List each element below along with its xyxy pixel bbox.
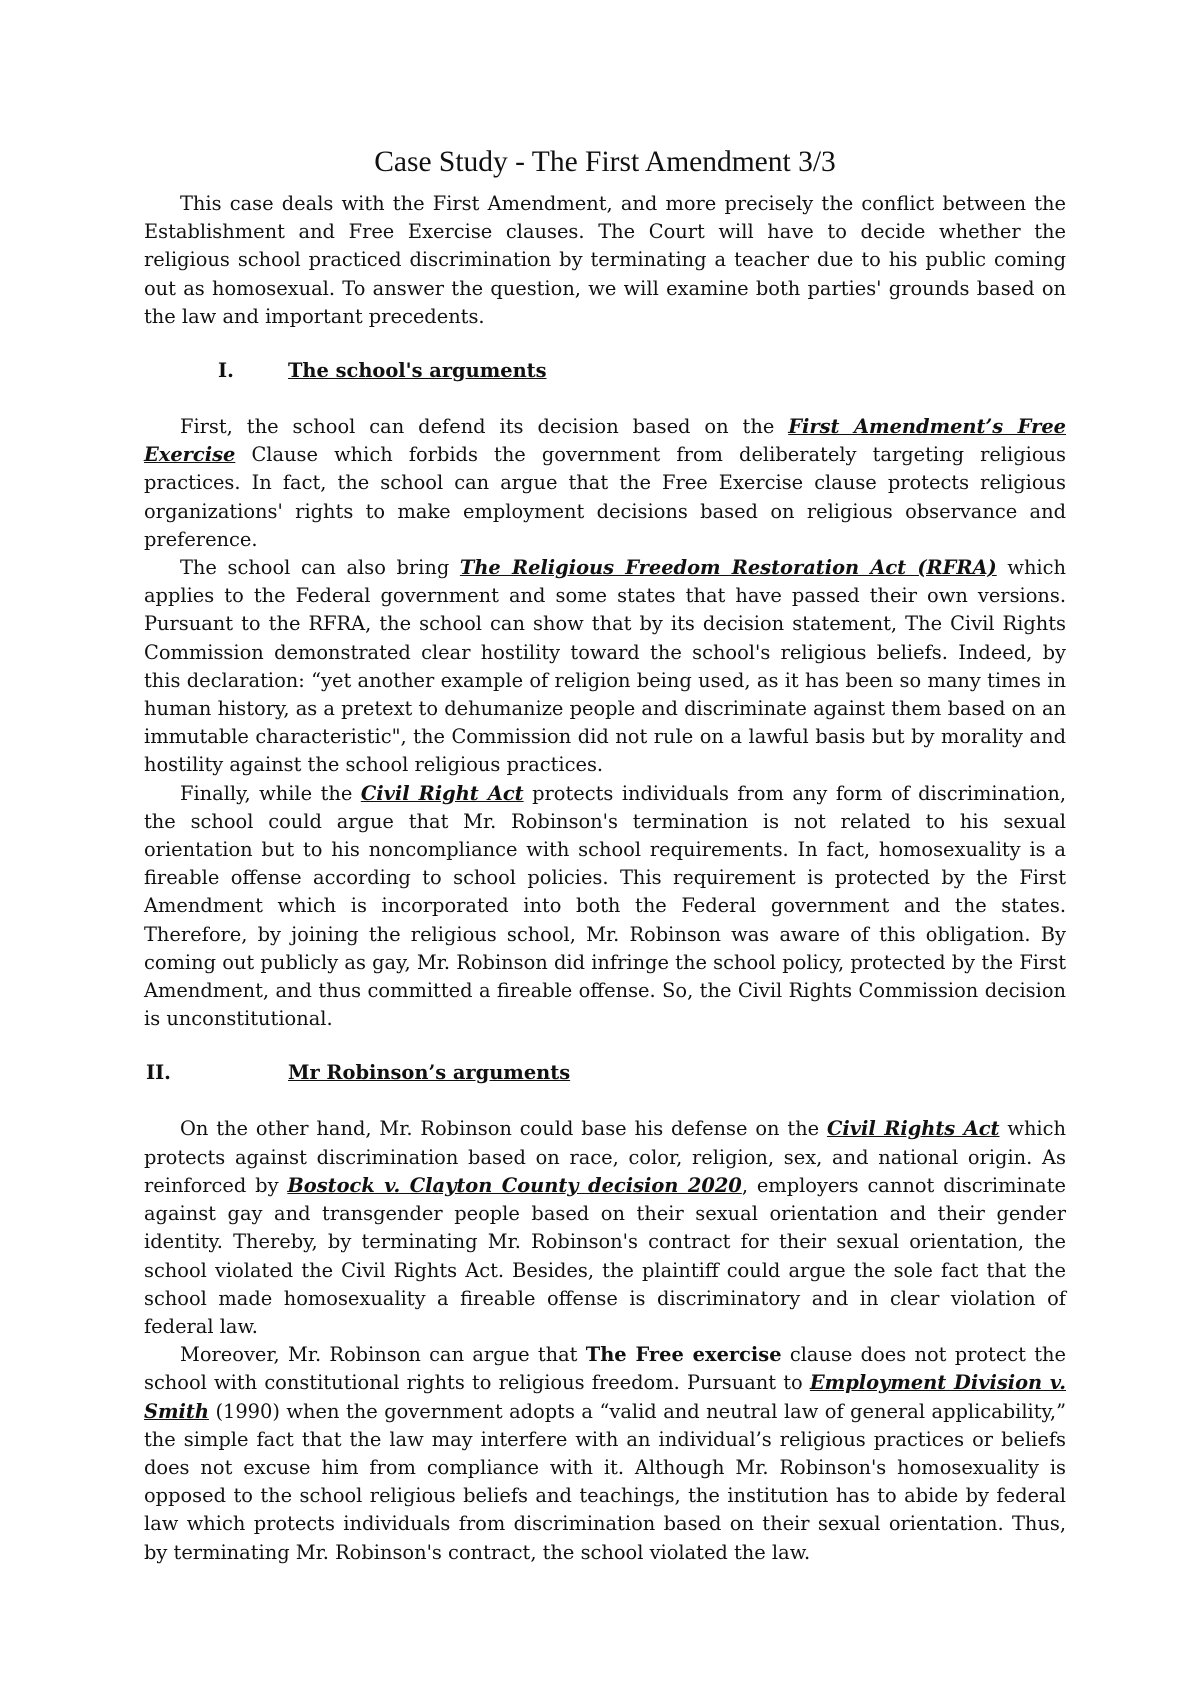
text-run: , employers cannot discriminate against gay and transgender people based on their sexual orientation and their gender identity. Thereby, by terminating Mr. Robinson's contract for their sexual orientation, the school violated the Civil Rights Act. Besides, the plaintiff could argue the sole fact that the school made homosexuality a fireable offense is discriminatory and in clear violation of federal law. xyxy=(144,1173,1067,1338)
text-run: Clause which forbids the government from deliberately targeting religious practices. In fact, the school can argue that the Free Exercise clause protects religious organizations' rights to make employment decisions based on religious observance and preference. xyxy=(144,443,1066,551)
section-number: II. xyxy=(146,1061,171,1085)
paragraph-free-exercise xyxy=(144,413,1066,554)
section-heading-robinsons-arguments xyxy=(144,1059,1066,1087)
text-run: clause does not protect the school with constitutional rights to religious freedom. Pursuant to xyxy=(144,1343,1067,1395)
section-number: I. xyxy=(218,359,234,383)
emphasis-term: The Religious Freedom Restoration Act (RFRA) xyxy=(459,556,997,580)
text-run: (1990) when the government adopts a “valid and neutral law of general applicability,” the simple fact that the law may interfere with an individual’s religious practices or beliefs does not excuse him from compliance with it. Although Mr. Robinson's homosexuality is opposed to the school religious beliefs and teachings, the institution has to abide by federal law which protects individuals from discrimination based on their sexual orientation. Thus, by terminating Mr. Robinson's contract, the school violated the law. xyxy=(144,1399,1066,1564)
section-heading-label: The school's arguments xyxy=(288,359,547,383)
paragraph-civil-rights-act xyxy=(144,1115,1066,1341)
document-body xyxy=(144,144,1066,1567)
emphasis-term: Civil Right Act xyxy=(360,781,524,805)
paragraph-rfra xyxy=(144,554,1066,780)
text-run: Finally, while the xyxy=(180,781,361,805)
section-heading-label: Mr Robinson’s arguments xyxy=(288,1061,571,1085)
text-run: First, the school can defend its decision based on the xyxy=(180,415,789,439)
section-heading-schools-arguments xyxy=(144,357,1066,385)
text-run: which applies to the Federal government and some states that have passed their own versions. Pursuant to the RFRA, the school can show that by its decision statement, The Civil Rights Commission demonstrated clear hostility toward the school's religious beliefs. Indeed, by this declaration: “yet another example of religion being used, as it has been so many times in human history, as a pretext to dehumanize people and discriminate against them based on an immutable characteristic", the Commission did not rule on a lawful basis but by morality and hostility against the school religious practices. xyxy=(144,556,1066,777)
text-run: The school can also bring xyxy=(180,556,460,580)
text-run: Moreover, Mr. Robinson can argue that xyxy=(180,1343,586,1367)
emphasis-term: Bostock v. Clayton County decision 2020 xyxy=(287,1173,742,1197)
intro-paragraph: This case deals with the First Amendment, and more precisely the conflict between the Establishment and Free Exercise clauses. The Court will have to decide whether the religious school practiced discrimination by terminating a teacher due to his public coming out as homosexual. To answer the question, we will examine both parties' grounds based on the law and important precedents. xyxy=(144,192,1066,328)
paragraph-civil-right-act xyxy=(144,780,1066,1034)
emphasis-term: Civil Rights Act xyxy=(826,1117,1000,1141)
text-run: which protects against discrimination based on race, color, religion, sex, and national origin. As reinforced by xyxy=(144,1117,1066,1197)
emphasis-term: Employment Division v. Smith xyxy=(144,1371,1066,1423)
text-run: On the other hand, Mr. Robinson could base his defense on the xyxy=(180,1117,827,1141)
emphasis-term: First Amendment’s Free Exercise xyxy=(144,415,1066,467)
paragraph-employment-division xyxy=(144,1341,1066,1567)
bold-term: The Free exercise xyxy=(585,1343,782,1367)
page-title: Case Study - The First Amendment 3/3 xyxy=(374,146,836,178)
text-run: protects individuals from any form of discrimination, the school could argue that Mr. Robinson's termination is not related to his sexual orientation but to his noncompliance with school requirements. In fact, homosexuality is a fireable offense according to school policies. This requirement is protected by the First Amendment which is incorporated into both the Federal government and the states. Therefore, by joining the religious school, Mr. Robinson was aware of this obligation. By coming out publicly as gay, Mr. Robinson did infringe the school policy, protected by the First Amendment, and thus committed a fireable offense. So, the Civil Rights Commission decision is unconstitutional. xyxy=(144,781,1066,1031)
